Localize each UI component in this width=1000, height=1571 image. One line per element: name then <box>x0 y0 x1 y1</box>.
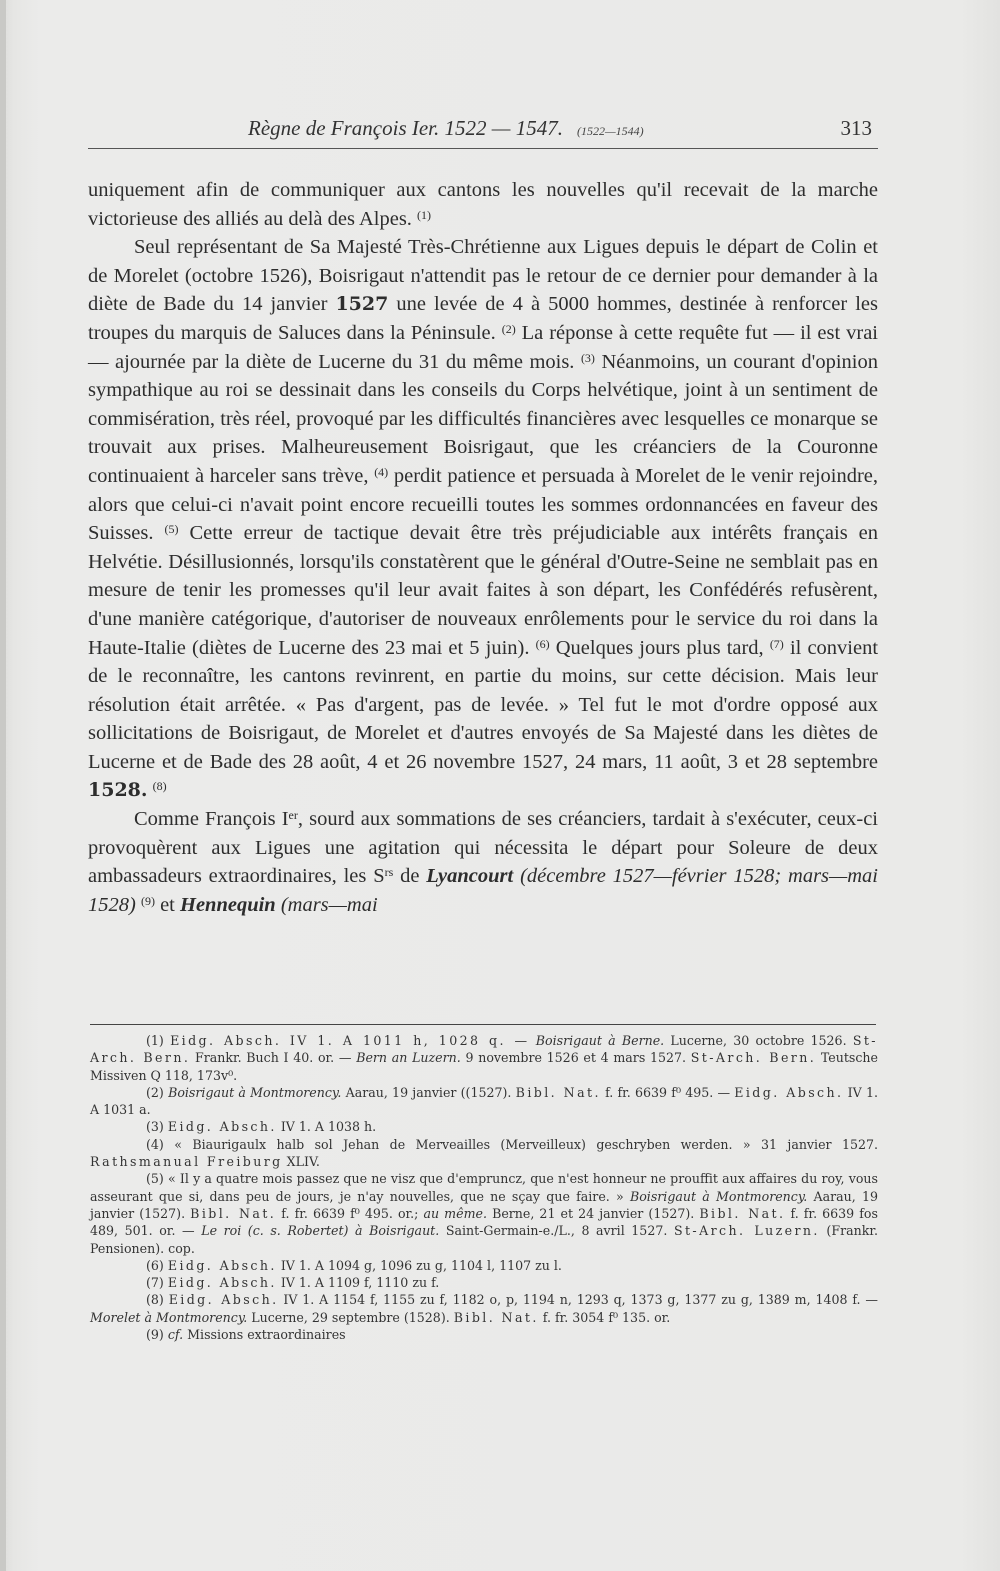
page-number: 313 <box>840 116 872 140</box>
fn-source: Eidg. Absch. <box>734 1084 844 1100</box>
text-span: il convient de le reconnaître, les cantons revinrent, en partie du moins, sur cette décision. Mais leur résolution était arrêtée. « Pas d'argent, pas de levée. » Tel fut le mot d'ordre opposé aux sollicitations de Boisrigaut, de Morelet et d'autres envoyés de Sa Majesté dans les diètes de Lucerne et de Bade des 28 août, 4 et 26 novembre 1527, 24 mars, 11 août, 3 et 28 septembre <box>88 636 879 773</box>
fn-text: (Frankr. Pensionen). cop. <box>90 1223 878 1256</box>
footnotes <box>90 1032 878 1343</box>
fn-source: Eidg. Absch. <box>167 1119 277 1135</box>
fn-text: Berne, 21 et 24 janvier (1527). <box>492 1205 695 1221</box>
fn-text: f. fr. 6639 f⁰ 495. or.; <box>281 1205 419 1221</box>
bold-year: 1528. <box>88 779 148 802</box>
fn-text: XLIV. <box>286 1154 320 1170</box>
superscript: er <box>288 808 298 823</box>
fn-text: f. fr. 6639 fos 489, 501. or. — <box>90 1205 878 1239</box>
running-title <box>248 116 644 141</box>
fn-text: f. fr. 3054 f⁰ 135. or. <box>542 1309 671 1325</box>
fn-source: Rathsmanual Freiburg <box>90 1154 283 1170</box>
fn-number: (6) <box>146 1257 164 1273</box>
fn-text: « Il y a quatre mois passez que ne visz que d'empruncz, que n'est honneur ne prouffit aux affaires du roy, vous asseurant que si, dans peu de jours, je n'ay nouvelles, que ne sçay que faire. » <box>90 1171 878 1204</box>
fn-text: « Biaurigaulx halb sol Jehan de Merveailles (Merveilleux) geschryben werden. » 31 janvier 1527. <box>174 1136 878 1152</box>
footnote-5 <box>90 1170 878 1256</box>
footnote-ref-8: (8) <box>152 779 167 794</box>
fn-source: St-Arch. Bern. <box>90 1033 878 1066</box>
text-span: perdit patience et persuada à Morelet de le venir rejoindre, alors que celui-ci n'avait point encore recueilli toutes les sommes ordonnancées en faveur des Suisses. <box>88 464 879 545</box>
text-span: Quelques jours plus tard, <box>555 636 764 659</box>
footnote-4 <box>90 1136 878 1171</box>
fn-source: Eidg. Absch. <box>168 1292 279 1308</box>
fn-text: f. fr. 6639 f⁰ 495. — <box>605 1084 731 1100</box>
text-span: Cette erreur de tactique devait être très préjudiciable aux intérêts français en Helvétie. Désillusionnés, lorsqu'ils constatèrent que le général d'Outre-Seine ne semblait pas en mesure de tenir les promesses qu'il leur avait faites à son départ, les Confédérés refusèrent, d'une manière catégorique, d'autoriser de nouveaux enrôlements pour le service du roi dans la Haute-Italie (diètes de Lucerne des 23 mai et 5 juin). <box>88 522 879 659</box>
fn-italic: Boisrigaut à Montmorency. <box>168 1084 342 1100</box>
footnote-3 <box>90 1118 878 1135</box>
fn-text: IV 1. A 1031 a. <box>90 1084 878 1118</box>
footnote-6 <box>90 1257 878 1274</box>
fn-text: Missions extraordinaires <box>187 1327 346 1343</box>
text-span: , sourd aux sommations de ses créanciers, tardait à s'exécuter, ceux-ci provoquèrent aux Ligues une agitation qui nécessita le départ pour Soleure de deux ambassadeurs extraordinaires, les S <box>88 808 879 888</box>
fn-text: Aarau, 19 janvier (1527). <box>90 1188 879 1221</box>
fn-number: (9) <box>146 1327 164 1343</box>
fn-italic: cf. <box>167 1327 184 1343</box>
footnote-2 <box>90 1084 878 1119</box>
footnote-ref-4: (4) <box>374 464 389 479</box>
footnote-9 <box>90 1326 878 1343</box>
fn-italic: Morelet à Montmorency. <box>90 1309 248 1325</box>
footnote-ref-2: (2) <box>501 321 516 336</box>
name-hennequin: Hennequin <box>180 893 276 916</box>
fn-source: Bibl. Nat. <box>699 1205 786 1221</box>
text-span: La réponse à cette requête fut — il est vrai — ajournée par la diète de Lucerne du 31 du même mois. <box>88 321 879 373</box>
footnote-1 <box>90 1032 878 1084</box>
fn-italic: Boisrigaut à Montmorency. <box>629 1188 808 1204</box>
text-span: Néanmoins, un courant d'opinion sympathique au roi se dessinait dans les conseils du Corps helvétique, joint à un sentiment de commisération, très réel, provoqué par les difficultés financières avec lesquelles ce monarque se trouvait aux prises. Malheureusement Boisrigaut, que les créanciers de la Couronne continuaient à harceler sans trève, <box>88 350 878 487</box>
italic-dates: (mars—mai <box>280 893 378 916</box>
bold-year: 1527 <box>335 293 389 316</box>
superscript: rs <box>384 865 394 880</box>
fn-number: (5) <box>146 1171 164 1187</box>
footnote-ref-5: (5) <box>164 522 179 537</box>
fn-text: 9 novembre 1526 et 4 mars 1527. <box>465 1050 687 1066</box>
footnote-8 <box>90 1291 878 1326</box>
fn-source: Eidg. Absch. <box>167 1275 277 1291</box>
fn-source: Bibl. Nat. <box>515 1084 601 1100</box>
footnote-ref-3: (3) <box>580 350 595 365</box>
fn-source: Bibl. Nat. <box>190 1205 277 1221</box>
fn-italic: Le roi (c. s. Robertet) à Boisrigaut. <box>201 1223 440 1239</box>
text-span: Seul représentant de Sa Majesté Très-Chrétienne aux Ligues depuis le départ de Colin et de Morelet (octobre 1526), Boisrigaut n'attendit pas le retour de ce dernier pour demander à la diète de Bade du 14 janvier <box>88 236 878 316</box>
fn-italic: Boisrigaut à Berne. <box>535 1033 665 1048</box>
fn-source: St-Arch. Luzern. <box>673 1223 820 1239</box>
fn-text: IV 1. A 1154 f, 1155 zu f, 1182 o, p, 1194 n, 1293 q, 1373 g, 1377 zu g, 1389 m, 1408 f. — <box>283 1292 879 1308</box>
fn-text: IV 1. A 1094 g, 1096 zu g, 1104 l, 1107 zu l. <box>280 1257 562 1273</box>
fn-number: (3) <box>146 1119 164 1135</box>
fn-text: Lucerne, 29 septembre (1528). <box>251 1309 450 1325</box>
footnote-7 <box>90 1274 878 1291</box>
fn-source: Bibl. Nat. <box>453 1309 539 1325</box>
fn-text: Aarau, 19 janvier ((1527). <box>345 1084 512 1100</box>
running-title-text: Règne de François Ier. 1522 — 1547. <box>248 116 563 140</box>
fn-number: (7) <box>146 1275 164 1291</box>
footnote-ref-1: (1) <box>417 207 432 222</box>
text-span: une levée de 4 à 5000 hommes, destinée à renforcer les troupes du marquis de Saluces dans la Péninsule. <box>88 293 879 344</box>
fn-italic: Bern an Luzern. <box>356 1050 461 1066</box>
fn-text: IV 1. A 1038 h. <box>280 1119 377 1135</box>
text-span: uniquement afin de communiquer aux cantons les nouvelles qu'il recevait de la marche victorieuse des alliés au delà des Alpes. <box>88 179 878 230</box>
main-text <box>88 176 878 919</box>
italic-dates: (décembre 1527—février 1528; mars—mai 1528) <box>88 865 879 916</box>
fn-text: Teutsche Missiven Q 118, 173v⁰. <box>90 1050 878 1083</box>
text-span: Comme François I <box>134 808 289 831</box>
fn-text: Frankr. Buch I 40. or. — <box>194 1050 352 1066</box>
running-header <box>88 112 878 149</box>
fn-source: St-Arch. Bern. <box>690 1050 817 1066</box>
fn-source: Eidg. Absch. IV 1. A 1011 h, 1028 q. — <box>170 1033 530 1048</box>
fn-number: (4) <box>146 1136 164 1152</box>
footnote-ref-6: (6) <box>535 636 550 651</box>
paragraph-2 <box>88 233 878 805</box>
name-lyancourt: Lyancourt <box>426 865 514 888</box>
footnote-ref-7: (7) <box>769 636 784 651</box>
page-edge <box>0 0 6 1571</box>
fn-number: (2) <box>146 1084 164 1100</box>
footnote-ref-9: (9) <box>140 893 155 908</box>
text-span: et <box>160 893 175 916</box>
text-span: de <box>393 865 420 888</box>
footnote-rule <box>90 1024 876 1025</box>
fn-text: IV 1. A 1109 f, 1110 zu f. <box>280 1275 440 1291</box>
paragraph-3 <box>88 805 878 919</box>
fn-number: (1) <box>146 1033 164 1048</box>
fn-text: Lucerne, 30 octobre 1526. <box>670 1033 847 1048</box>
fn-italic: au même. <box>423 1205 487 1221</box>
fn-text: Saint-Germain-e./L., 8 avril 1527. <box>445 1223 668 1239</box>
paragraph-1 <box>88 176 878 233</box>
fn-number: (8) <box>146 1292 164 1308</box>
fn-source: Eidg. Absch. <box>167 1257 277 1273</box>
running-dates: (1522—1544) <box>576 124 644 138</box>
